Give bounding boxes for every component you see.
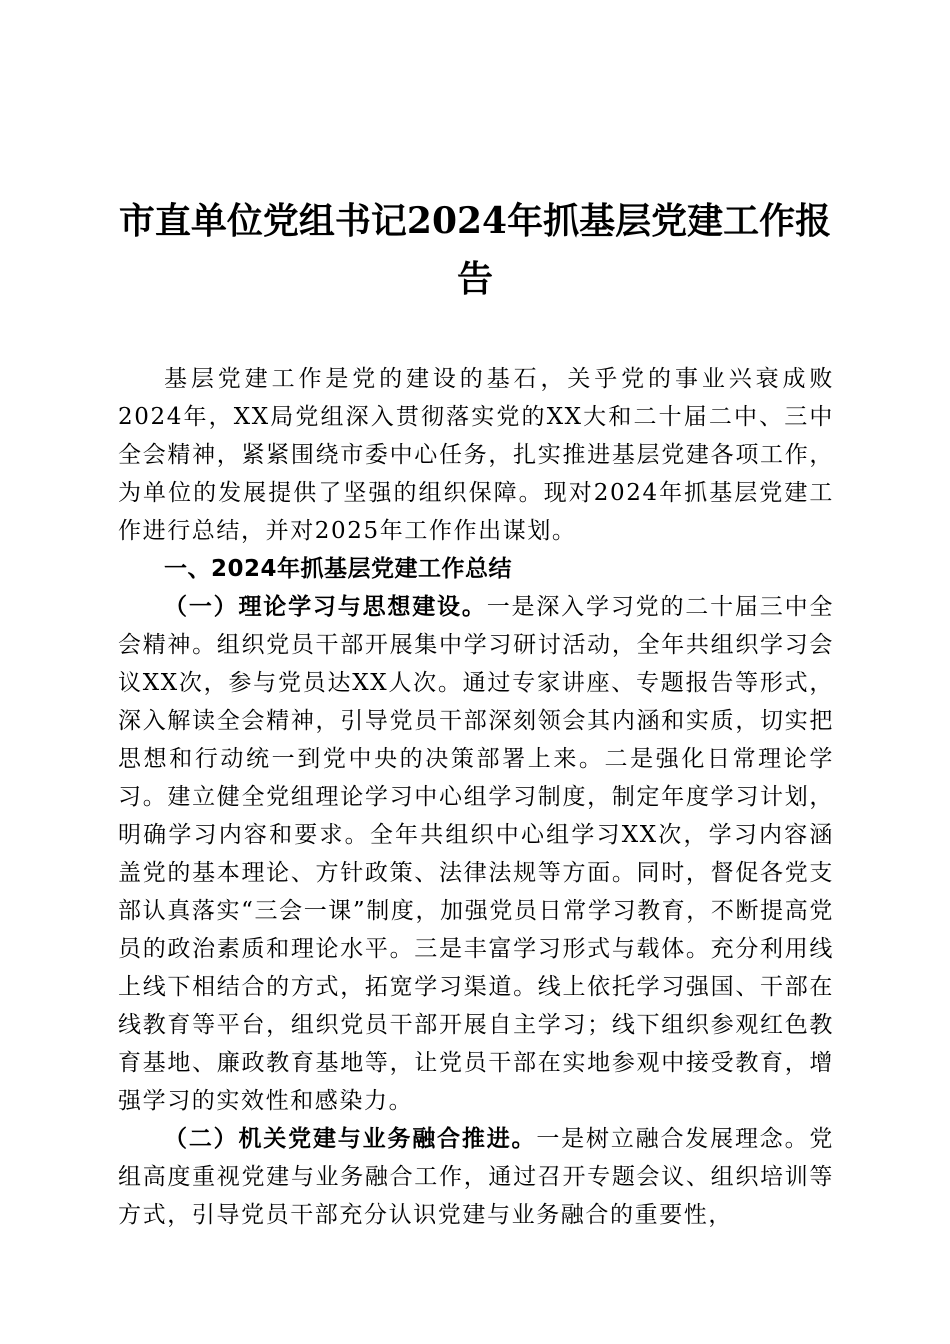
section-heading: 一、2024年抓基层党建工作总结	[164, 556, 513, 582]
subsection-2-text: 一是树立融合发展理念。党组高度重视党建与业务融合工作，通过召开专题会议、组织培训等方式，引导党员干部充分认识党建与业务融合的重要性，	[118, 1126, 835, 1228]
subsection-2-paragraph	[118, 1120, 834, 1234]
document-title: 市直单位党组书记2024年抓基层党建工作报告	[118, 200, 832, 301]
document-body	[118, 360, 834, 1234]
subsection-1-lead: （一）理论学习与思想建设。	[164, 593, 487, 620]
subsection-1-text: 一是深入学习党的二十届三中全会精神。组织党员干部开展集中学习研讨活动，全年共组织学习会议XX次，参与党员达XX人次。通过专家讲座、专题报告等形式，深入解读全会精神，引导党员干部深刻领会其内涵和实质，切实把思想和行动统一到党中央的决策部署上来。二是强化日常理论学习。建立健全党组理论学习中心组学习制度，制定年度学习计划，明确学习内容和要求。全年共组织中心组学习XX次，学习内容涵盖党的基本理论、方针政策、法律法规等方面。同时，督促各党支部认真落实“三会一课”制度，加强党员日常学习教育，不断提高党员的政治素质和理论水平。三是丰富学习形式与载体。充分利用线上线下相结合的方式，拓宽学习渠道。线上依托学习强国、干部在线教育等平台，组织党员干部开展自主学习；线下组织参观红色教育基地、廉政教育基地等，让党员干部在实地参观中接受教育，增强学习的实效性和感染力。	[118, 594, 834, 1114]
intro-paragraph: 基层党建工作是党的建设的基石，关乎党的事业兴衰成败2024年，XX局党组深入贯彻落实党的XX大和二十届二中、三中全会精神，紧紧围绕市委中心任务，扎实推进基层党建各项工作，为单位的发展提供了坚强的组织保障。现对2024年抓基层党建工作进行总结，并对2025年工作作出谋划。	[118, 366, 834, 544]
subsection-2-lead: （二）机关党建与业务融合推进。	[164, 1125, 537, 1152]
subsection-1-paragraph	[118, 588, 834, 1120]
